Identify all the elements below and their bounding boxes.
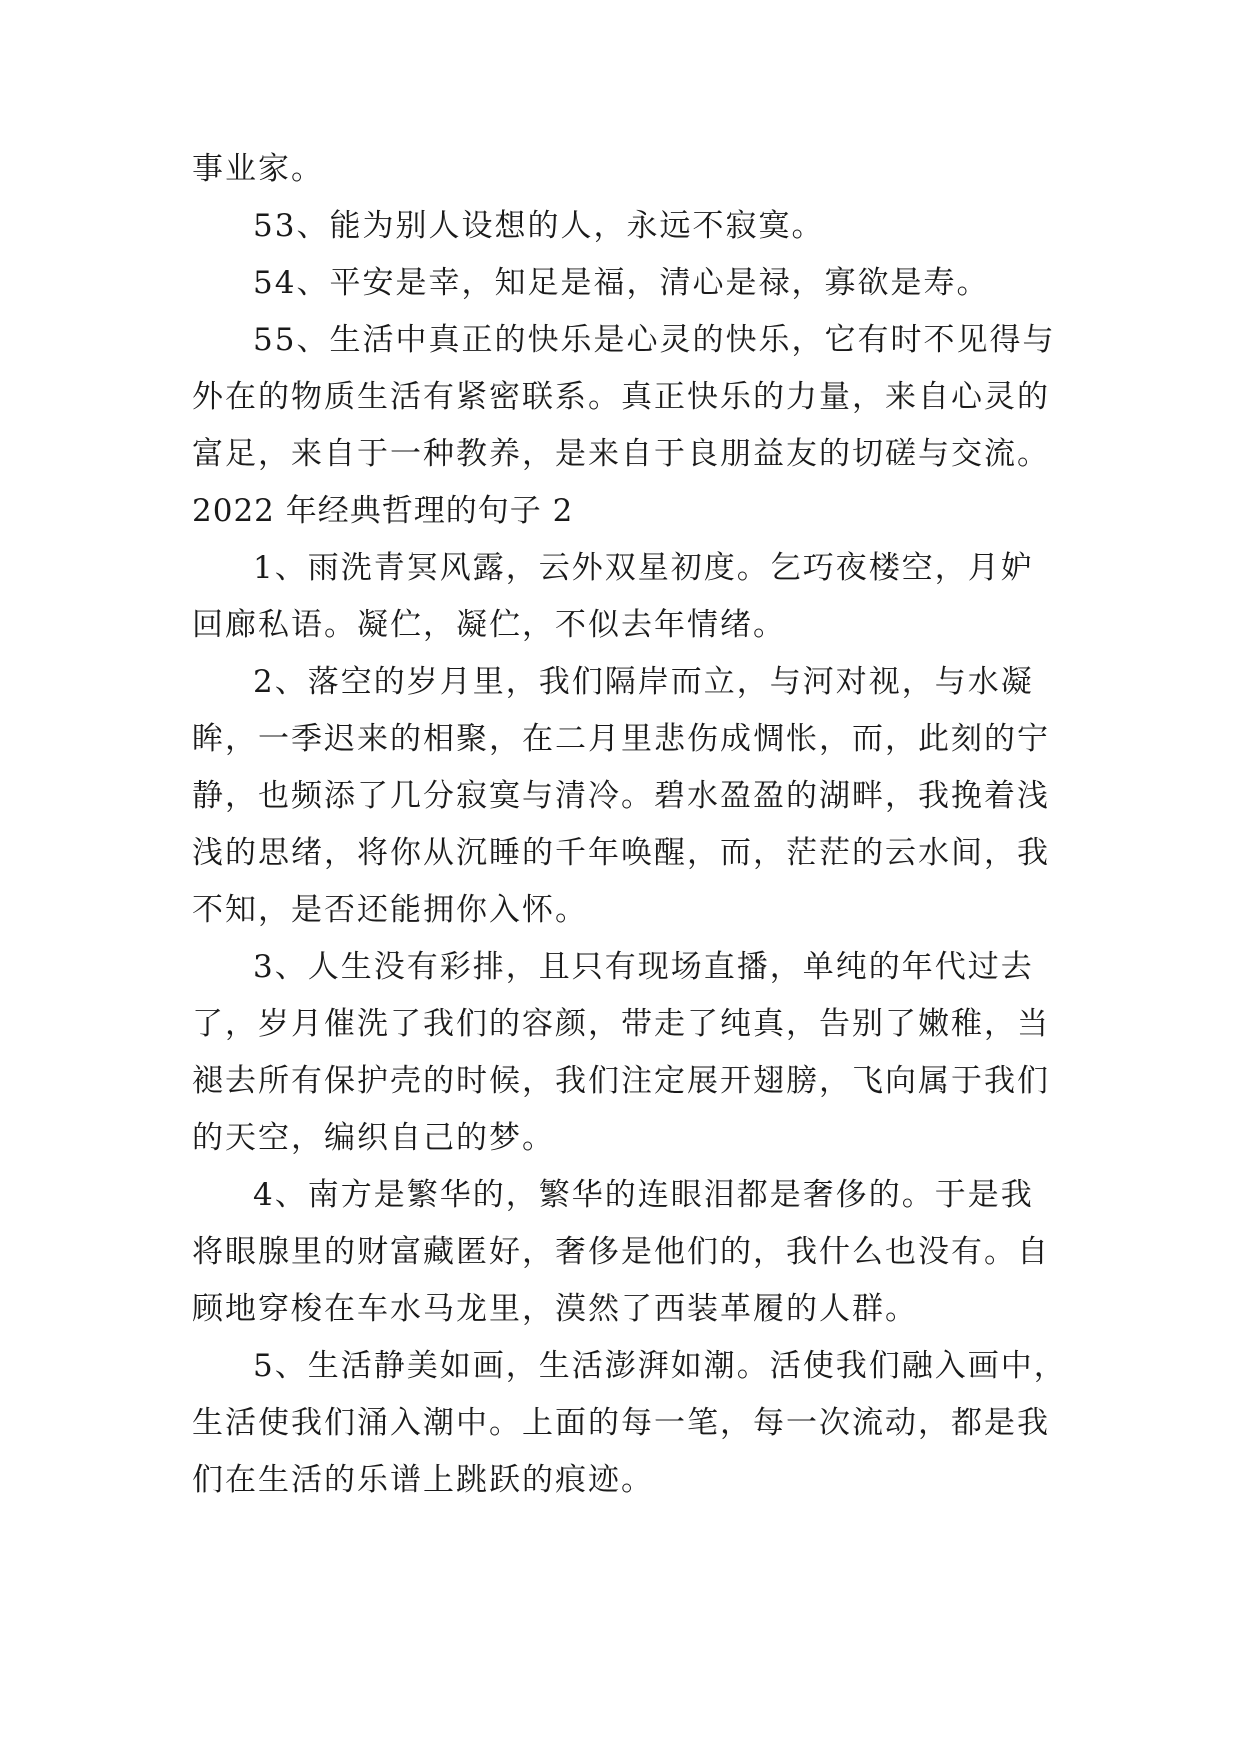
text-line: 将眼腺里的财富藏匿好，奢侈是他们的，我什么也没有。自	[192, 1234, 1050, 1270]
text-line: 富足，来自于一种教养，是来自于良朋益友的切磋与交流。	[192, 436, 1050, 472]
text-line: 眸，一季迟来的相聚，在二月里悲伤成惆怅，而，此刻的宁	[192, 721, 1050, 757]
text-line: 们在生活的乐谱上跳跃的痕迹。	[192, 1462, 654, 1498]
section-heading: 2022 年经典哲理的句子 2	[192, 493, 574, 529]
text-line: 浅的思绪，将你从沉睡的千年唤醒，而，茫茫的云水间，我	[192, 835, 1050, 871]
text-line: 事业家。	[192, 151, 324, 187]
text-line: 的天空，编织自己的梦。	[192, 1120, 555, 1156]
text-line: 2、落空的岁月里，我们隔岸而立，与河对视，与水凝	[253, 664, 1034, 700]
text-line: 了，岁月催洗了我们的容颜，带走了纯真，告别了嫩稚，当	[192, 1006, 1050, 1042]
text-line: 外在的物质生活有紧密联系。真正快乐的力量，来自心灵的	[192, 379, 1050, 415]
text-line: 55、生活中真正的快乐是心灵的快乐，它有时不见得与	[253, 322, 1056, 358]
text-line: 顾地穿梭在车水马龙里，漠然了西装革履的人群。	[192, 1291, 918, 1327]
text-line: 回廊私语。凝伫，凝伫，不似去年情绪。	[192, 607, 786, 643]
text-line: 53、能为别人设想的人，永远不寂寞。	[253, 208, 825, 244]
text-line: 1、雨洗青冥风露，云外双星初度。乞巧夜楼空，月妒	[253, 550, 1034, 586]
text-line: 54、平安是幸，知足是福，清心是禄，寡欲是寿。	[253, 265, 990, 301]
text-line: 4、南方是繁华的，繁华的连眼泪都是奢侈的。于是我	[253, 1177, 1034, 1213]
text-line: 3、人生没有彩排，且只有现场直播，单纯的年代过去	[253, 949, 1034, 985]
text-line: 不知，是否还能拥你入怀。	[192, 892, 588, 928]
text-line: 褪去所有保护壳的时候，我们注定展开翅膀，飞向属于我们	[192, 1063, 1050, 1099]
text-line: 生活使我们涌入潮中。上面的每一笔，每一次流动，都是我	[192, 1405, 1050, 1441]
text-line: 静，也频添了几分寂寞与清冷。碧水盈盈的湖畔，我挽着浅	[192, 778, 1050, 814]
text-line: 5、生活静美如画，生活澎湃如潮。活使我们融入画中，	[253, 1348, 1067, 1384]
